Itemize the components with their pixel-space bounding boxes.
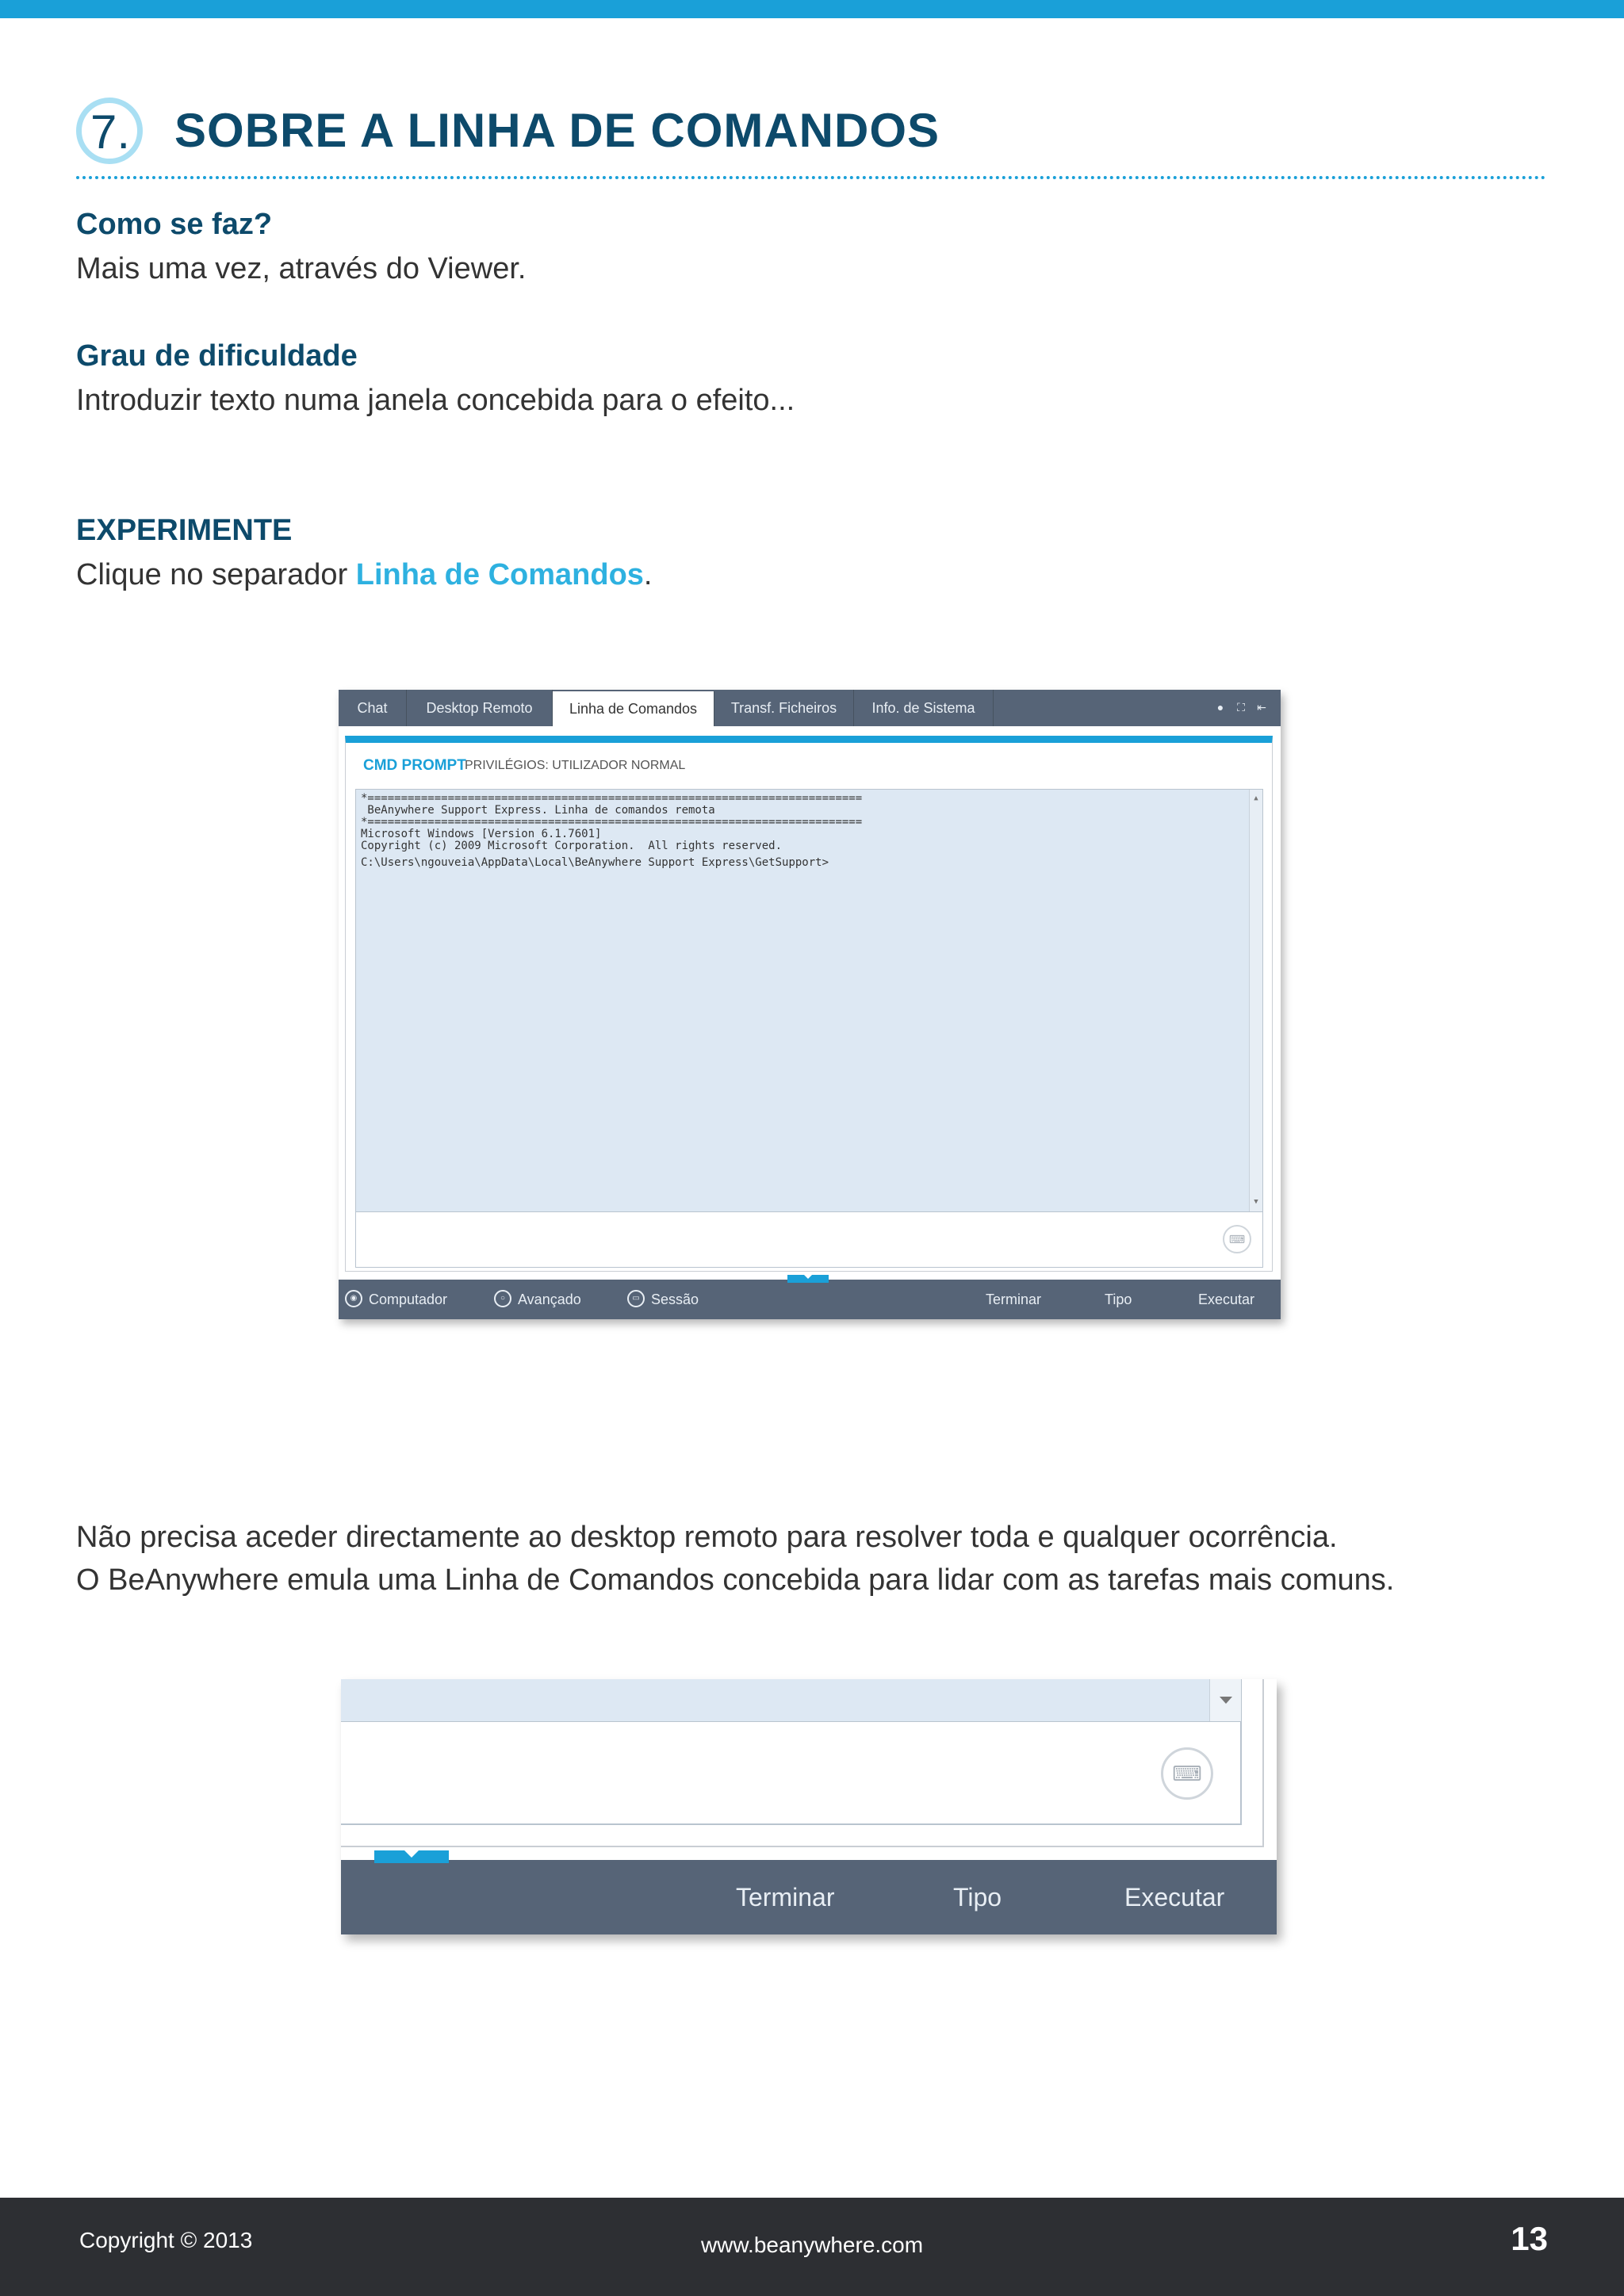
- collapse-toggle[interactable]: [787, 1275, 829, 1283]
- scroll-down-icon[interactable]: ▼: [1254, 1198, 1258, 1206]
- command-line-link[interactable]: Linha de Comandos: [355, 558, 644, 591]
- tab-bar: [339, 690, 1281, 726]
- tab-desktop-remoto[interactable]: Desktop Remoto: [407, 690, 553, 726]
- zoom-collapse-toggle[interactable]: [374, 1850, 449, 1863]
- console-output: [355, 789, 1263, 1212]
- keyboard-icon[interactable]: ⌨: [1161, 1747, 1213, 1800]
- zoom-command-input[interactable]: [341, 1722, 1242, 1825]
- console-line: Microsoft Windows [Version 6.1.7601]: [361, 828, 602, 840]
- dotted-divider: [76, 176, 1546, 179]
- difficulty-text: Introduzir texto numa janela concebida para o efeito...: [76, 384, 795, 417]
- tab-linha-de-comandos[interactable]: Linha de Comandos: [553, 691, 714, 726]
- executar-button[interactable]: Executar: [1198, 1292, 1255, 1307]
- top-accent-bar: [0, 0, 1624, 18]
- tab-chat[interactable]: Chat: [339, 690, 407, 726]
- avancado-label: Avançado: [518, 1292, 581, 1307]
- tab-info-sistema[interactable]: Info. de Sistema: [854, 690, 994, 726]
- zoom-console-area: [341, 1679, 1242, 1722]
- sessao-label: Sessão: [651, 1292, 699, 1307]
- advanced-icon: ○: [494, 1290, 511, 1307]
- page-footer: [0, 2198, 1624, 2296]
- how-text: Mais uma vez, através do Viewer.: [76, 252, 527, 285]
- console-line: Copyright (c) 2009 Microsoft Corporation. All rights reserved.: [361, 840, 783, 852]
- cmd-panel: [345, 736, 1273, 1272]
- command-line-screenshot: [339, 690, 1281, 1319]
- zoom-bottom-toolbar: [341, 1860, 1277, 1934]
- session-icon: ▭: [627, 1290, 645, 1307]
- section-title: SOBRE A LINHA DE COMANDOS: [174, 104, 940, 157]
- section-number: 7.: [90, 105, 131, 159]
- console-line: *==========================================================================: [361, 816, 863, 828]
- zoom-terminar-button[interactable]: Terminar: [736, 1883, 835, 1911]
- console-line: *==========================================================================: [361, 792, 863, 805]
- fullscreen-icon[interactable]: ⛶: [1237, 701, 1245, 714]
- page-number: 13: [1511, 2220, 1548, 2257]
- command-input[interactable]: [355, 1212, 1263, 1268]
- pin-icon[interactable]: ⇤: [1257, 701, 1266, 714]
- privileges-label: PRIVILÉGIOS: UTILIZADOR NORMAL: [465, 759, 686, 772]
- terminar-button[interactable]: Terminar: [986, 1292, 1042, 1307]
- experiment-text-before: Clique no separador: [76, 558, 356, 591]
- bottom-toolbar: [339, 1280, 1281, 1319]
- cmd-prompt-title: CMD PROMPT: [363, 757, 466, 774]
- zoom-executar-button[interactable]: Executar: [1124, 1883, 1225, 1911]
- sessao-button[interactable]: [627, 1280, 699, 1319]
- experiment-text-after: .: [643, 558, 653, 591]
- experiment-text: [76, 558, 652, 592]
- scroll-up-icon[interactable]: ▲: [1254, 794, 1258, 802]
- scroll-down-icon: [1220, 1697, 1232, 1704]
- zoomed-toolbar-screenshot: [341, 1679, 1277, 1934]
- avancado-button[interactable]: [494, 1280, 581, 1319]
- computer-icon: ◉: [345, 1290, 362, 1307]
- tab-transf-ficheiros[interactable]: Transf. Ficheiros: [714, 690, 854, 726]
- status-dot-icon: ●: [1216, 701, 1224, 714]
- description-line-1: Não precisa aceder directamente ao desktop remoto para resolver toda e qualquer ocorrência.: [76, 1521, 1338, 1554]
- how-heading: Como se faz?: [76, 208, 273, 241]
- section-header: [76, 94, 1546, 181]
- footer-url[interactable]: www.beanywhere.com: [700, 2233, 924, 2257]
- computador-label: Computador: [369, 1292, 448, 1307]
- footer-copyright: Copyright © 2013: [79, 2228, 253, 2252]
- chevron-down-icon: [803, 1274, 813, 1279]
- computador-button[interactable]: [345, 1280, 447, 1319]
- console-line: C:\Users\ngouveia\AppData\Local\BeAnywhere Support Express\GetSupport>: [361, 856, 829, 869]
- keyboard-icon[interactable]: ⌨: [1223, 1225, 1251, 1253]
- description-line-2: O BeAnywhere emula uma Linha de Comandos concebida para lidar com as tarefas mais comuns.: [76, 1563, 1395, 1597]
- console-scrollbar[interactable]: [1249, 790, 1262, 1211]
- tipo-button[interactable]: Tipo: [1105, 1292, 1132, 1307]
- console-line: BeAnywhere Support Express. Linha de comandos remota: [361, 804, 715, 817]
- difficulty-heading: Grau de dificuldade: [76, 339, 358, 373]
- experiment-heading: EXPERIMENTE: [76, 514, 293, 547]
- chevron-down-icon: [404, 1850, 419, 1858]
- zoom-scroll-down[interactable]: [1209, 1679, 1241, 1721]
- zoom-tipo-button[interactable]: Tipo: [953, 1883, 1002, 1911]
